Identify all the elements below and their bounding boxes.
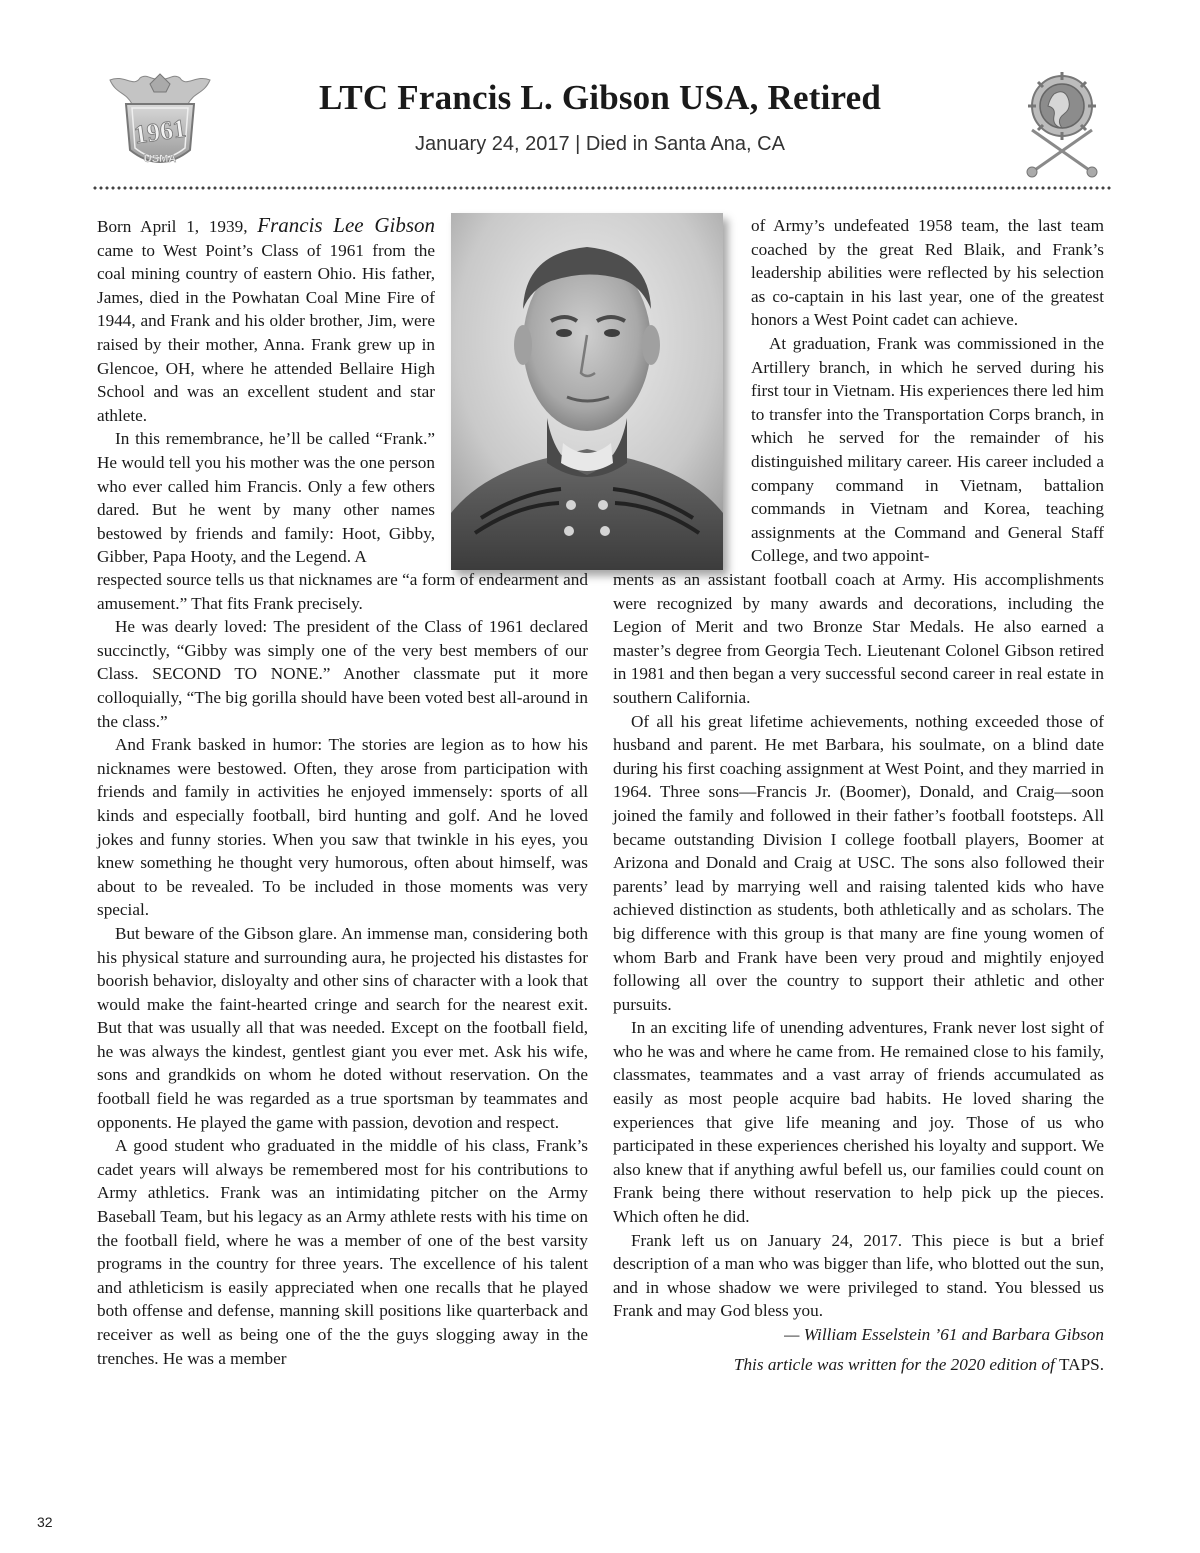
page-number: 32 — [37, 1514, 53, 1530]
author-signature: — William Esselstein ’61 and Barbara Gibson — [784, 1325, 1104, 1344]
right-column-bottom — [613, 568, 1104, 1376]
paragraph-career-continued: ments as an assistant football coach at Army. His accomplishments were recognized by many awards and decorations, including the Legion of Merit and two Bronze Star Medals. He also earned a master’s degree from Georgia Tech. Lieutenant Colonel Gibson retired in 1981 and then began a very successful second career in real estate in southern California. — [613, 570, 1104, 707]
paragraph-gibson-glare: But beware of the Gibson glare. An immense man, considering both his physical stature and surrounding aura, he projected his distastes for boorish behavior, disloyalty and other sins of character with a look that would make the faint-hearted cringe and search for the nearest exit. But that was usually all that was needed. Except on the football field, he was always the kindest, gentlest giant you ever met. Ask his wife, sons and grandkids on whom he doted without reservation. On the football field he was regarded as a true sportsman by teammates and opponents. He played the game with passion, devotion and respect. — [97, 923, 588, 1132]
paragraph-military-career: At graduation, Frank was commissioned in the Artillery branch, in which he served during his first tour in Vietnam. His experiences there led him to transfer into the Transportation Corps branch, in which he served for the remainder of his distinguished military career. His career included a company command in Vietnam, battalion commands in Vietnam and Korea, teaching assignments at the Command and General Staff College, and two appoint- — [751, 333, 1104, 566]
credit-publication: TAPS. — [1059, 1354, 1104, 1374]
left-column-top — [97, 214, 435, 569]
paragraph-cadet-athletics: A good student who graduated in the middle of his class, Frank’s cadet years will always be remembered most for his contributions to Army athletics. Frank was an intimidating pitcher on the Army Baseball Team, but his legacy as an Army athlete rests with his time on the football field, where he was a member of one of the best varsity programs in the country for three years. The excellence of his talent and athleticism is easily appreciated when one recalls that he played both offense and defense, manning skill positions like quarterback and receiver as well as being one of the the guys slogging away in the trenches. He was a member — [97, 1136, 588, 1368]
article-credit — [613, 1353, 1104, 1377]
dotted-divider — [92, 185, 1112, 191]
date-location-subtitle: January 24, 2017 | Died in Santa Ana, CA — [415, 133, 785, 155]
subject-name: Francis Lee Gibson — [257, 213, 435, 237]
cadet-portrait-photo — [451, 213, 723, 570]
right-column-top — [751, 214, 1104, 568]
page-title: LTC Francis L. Gibson USA, Retired — [318, 78, 881, 117]
paragraph-family: Of all his great lifetime achievements, nothing exceeded those of husband and parent. He met Barbara, his soulmate, on a blind date during his first coaching assignment at West Point, and they married in 1964. Three sons—Francis Jr. (Boomer), Donald, and Craig—soon joined the family and followed in their father’s football footsteps. All became outstanding Division I college football players, Boomer at Arizona and Donald and Craig at USC. The sons also followed their parents’ lead by marrying well and raising talented kids who have achieved distinction as students, both athletically and as scholars. The big difference with this group is that many are fine young women of whom Barb and Frank have been very proud and mightily enjoyed following all over the country to support their athletic and other pursuits. — [613, 711, 1104, 1014]
paragraph-intro — [97, 214, 435, 427]
crest-year-text: 1961 — [132, 113, 188, 150]
paragraph-nicknames-continued: respected source tells us that nicknames are “a form of endearment and amusement.” That fits Frank precisely. — [97, 570, 588, 613]
intro-after-name: came to West Point’s Class of 1961 from the coal mining country of eastern Ohio. His father, James, died in the Powhatan Coal Mine Fire of 1944, and Frank and his older brother, Jim, were raised by their mother, Anna. Frank grew up in Glencoe, OH, where he attended Bellaire High School and was an excellent student and star athlete. — [97, 240, 435, 425]
intro-before-name: Born April 1, 1939, — [97, 217, 258, 236]
paragraph-athletics-continued: of Army’s undefeated 1958 team, the last team coached by the great Red Blaik, and Frank’s leadership abilities were reflected by his selection as co-captain in his last year, one of the greatest honors a West Point cadet can achieve. — [751, 216, 1104, 330]
paragraph-humor: And Frank basked in humor: The stories are legion as to how his nicknames were bestowed. Often, they arose from participation with friends and family in activities he enjoyed immensely: sports of all kinds and especially football, bird hunting and golf. And he loved jokes and funny stories. When you saw that twinkle in his eyes, you knew something he thought very humorous, often about himself, was about to be revealed. To be included in those moments was very special. — [97, 735, 588, 920]
paragraph-farewell: Frank left us on January 24, 2017. This piece is but a brief description of a man who was bigger than life, who blotted out the sun, and in whose shadow we were privileged to stand. You blessed us Frank and may God bless you. — [613, 1230, 1104, 1321]
credit-text: This article was written for the 2020 edition of — [733, 1354, 1060, 1374]
paragraph-adventures: In an exciting life of unending adventures, Frank never lost sight of who he was and where he came from. He remained close to his family, classmates, teammates and a vast array of friends accumulated as easily as most people acquire bad habits. He loved sharing the experiences that give life meaning and joy. Those of us who participated in these experiences cherished his loyalty and support. We also knew that if anything awful befell us, our families could count on Frank being there without reservation to help pick up the pieces. Which often he did. — [613, 1018, 1104, 1227]
transportation-corps-crossed-cannons-icon — [1012, 72, 1112, 182]
crest-org-text: USMA — [143, 153, 177, 165]
paragraph-dearly-loved: He was dearly loved: The president of the Class of 1961 declared succinctly, “Gibby was simply one of the very best members of our Class. SECOND TO NONE.” Another classmate put it more colloquially, “The big gorilla should have been voted best all-around in the class.” — [97, 617, 588, 731]
left-column-bottom — [97, 568, 588, 1370]
paragraph-nicknames: In this remembrance, he’ll be called “Frank.” He would tell you his mother was the one person who ever called him Francis. Only a few others dared. But he went by many other names bestowed by friends and family: Hoot, Gibby, Gibber, Papa Hooty, and the Legend. A — [97, 429, 435, 567]
